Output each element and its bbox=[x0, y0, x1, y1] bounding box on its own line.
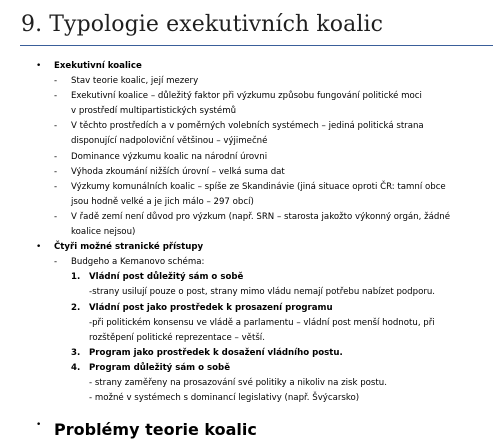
cutoff-row-clip bbox=[0, 420, 493, 439]
slide-content bbox=[0, 59, 493, 406]
dash-icon: - bbox=[54, 257, 58, 268]
title-divider bbox=[20, 45, 493, 46]
numbered-item: 2. Vládní post jako prostředek k prosazení programu bbox=[71, 302, 333, 313]
numbered-item-note: -strany usilují pouze o post, strany mimo vládu nemají potřebu nabízet podporu. bbox=[89, 287, 436, 298]
numbered-item-note: - možné v systémech s dominancí legislativy (např. Švýcarsko) bbox=[89, 393, 360, 404]
slide-title: 9. Typologie exekutivních koalic bbox=[21, 12, 384, 37]
list-item: - V řadě zemí není důvod pro výzkum (např. SRN – starosta jakožto výkonný orgán, žádné bbox=[0, 210, 493, 225]
dash-icon: - bbox=[54, 121, 58, 132]
list-item-continuation: v prostředí multipartistických systémů bbox=[71, 106, 237, 117]
list-item: - Exekutivní koalice – důležitý faktor při výzkumu způsobu fungování politické moci bbox=[0, 89, 493, 104]
list-item-continuation: disponující nadpoloviční většinou – výjimečné bbox=[71, 136, 268, 147]
dash-icon: - bbox=[54, 181, 58, 192]
section-cutoff: • Problémy teorie koalic bbox=[36, 420, 257, 439]
numbered-item: 4. Program důležitý sám o sobě bbox=[71, 362, 231, 373]
dash-icon: - bbox=[54, 211, 58, 222]
list-item: - Stav teorie koalic, její mezery bbox=[0, 74, 493, 89]
dash-icon: - bbox=[54, 91, 58, 102]
dash-icon: - bbox=[54, 151, 58, 162]
bullet-icon: • bbox=[36, 61, 42, 71]
list-item: - Dominance výzkumu koalic na národní úrovni bbox=[0, 150, 493, 165]
numbered-item: 3. Program jako prostředek k dosažení vládního postu. bbox=[71, 347, 343, 358]
list-item: - Budgeho a Kemanovo schéma: bbox=[0, 255, 493, 270]
numbered-item: 1. Vládní post důležitý sám o sobě bbox=[71, 272, 244, 283]
bullet-icon: • bbox=[36, 242, 42, 253]
list-item-continuation: jsou hodně velké a je jich málo – 297 obcí) bbox=[71, 196, 254, 207]
list-item-continuation: koalice nejsou) bbox=[71, 227, 136, 238]
dash-icon: - bbox=[54, 166, 58, 177]
section-exekutivni-koalice bbox=[0, 59, 493, 74]
bullet-icon: • bbox=[36, 420, 42, 430]
section-heading: Exekutivní koalice bbox=[54, 61, 142, 71]
section-heading: Čtyři možné stranické přístupy bbox=[54, 242, 204, 253]
list-item: - Výzkumy komunálních koalic – spíše ze Skandinávie (jiná situace oproti ČR: tamní obce bbox=[0, 180, 493, 195]
list-item: - Výhoda zkoumání nižších úrovní – velká suma dat bbox=[0, 165, 493, 180]
numbered-item-note: rozštěpení politické reprezentace – větší. bbox=[89, 332, 265, 343]
list-item: - V těchto prostředích a v poměrných volebních systémech – jediná politická strana bbox=[0, 119, 493, 134]
dash-icon: - bbox=[54, 76, 58, 87]
numbered-item-note: - strany zaměřeny na prosazování své politiky a nikoliv na zisk postu. bbox=[89, 377, 387, 388]
numbered-item-note: -při politickém konsensu ve vládě a parlamentu – vládní post menší hodnotu, při bbox=[89, 317, 435, 328]
section-ctyri-pristupy bbox=[0, 240, 493, 255]
